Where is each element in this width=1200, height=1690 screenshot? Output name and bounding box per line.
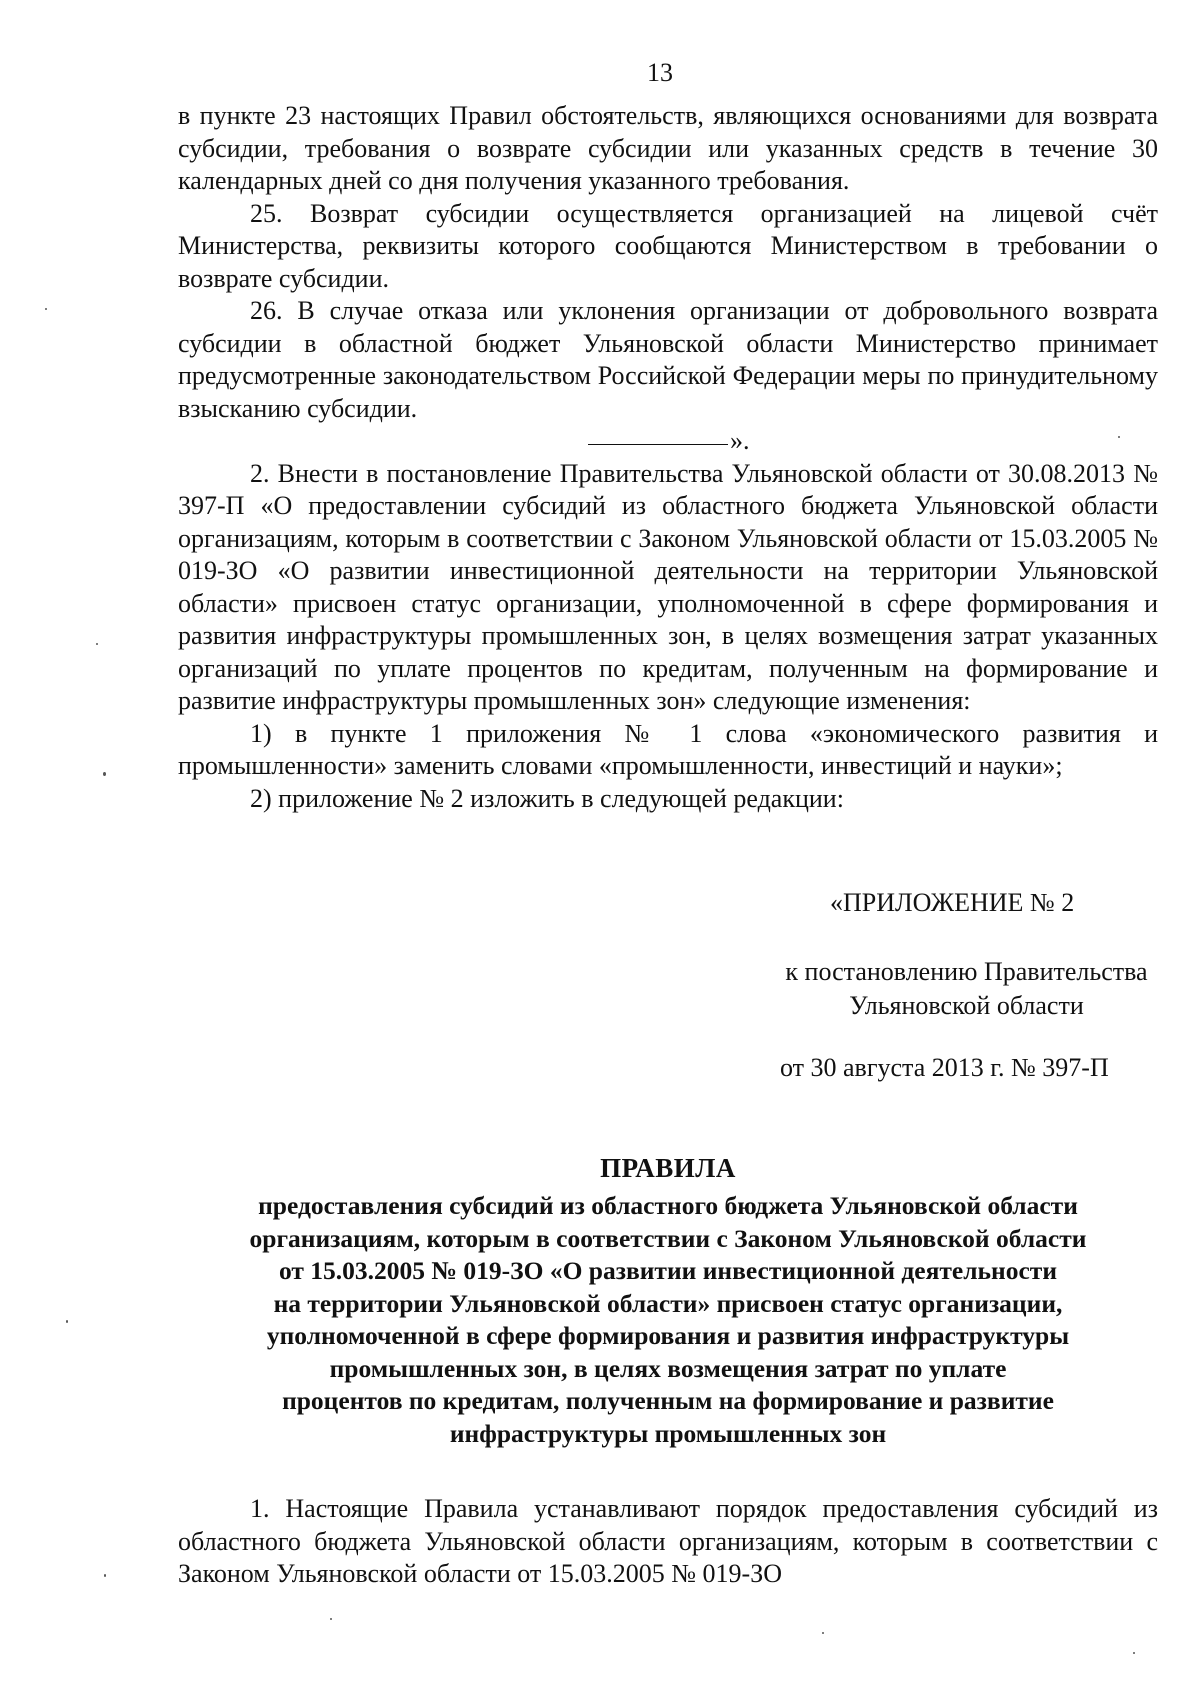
paragraph-amendment-2: 2. Внести в постановление Правительства Ульяновской области от 30.08.2013 № 397-П «О предоставлении субсидий из областного бюджета Ульяновской области организациям, которым в соответствии с Законом Ульяновской области от 15.03.2005 № 019-ЗО «О развитии инвестиционной деятельности на территории Ульяновской области» присвоен статус организации, уполномоченной в сфере формирования и развития инфраструктуры промышленных зон, в целях возмещения затрат указанных организаций по уплате процентов по кредитам, полученным на формирование и развитие инфраструктуры промышленных зон» следующие изменения: <box>178 458 1158 715</box>
appendix-reference <box>0 955 1165 1023</box>
paragraph-subitem-1: 1) в пункте 1 приложения № 1 слова «экономического развития и промышленности» заменить словами «промышленности, инвестиций и науки»; <box>178 718 1158 780</box>
scan-speck <box>103 772 106 776</box>
document-body <box>178 100 1158 815</box>
rules-subtitle-line: процентов по кредитам, полученным на формирование и развитие <box>282 1386 1054 1415</box>
rules-subtitle-line: инфраструктуры промышленных зон <box>449 1418 887 1448</box>
paragraph-continuation: в пункте 23 настоящих Правил обстоятельств, являющихся основаниями для возврата субсидии, требования о возврате субсидии или указанных средств в течение 30 календарных дней со дня получения указанного требования. <box>178 101 1158 195</box>
scan-speck <box>66 1320 68 1323</box>
appendix-date: от 30 августа 2013 г. № 397-П <box>780 1053 1109 1082</box>
rules-subtitle-line: промышленных зон, в целях возмещения затрат по уплате <box>329 1353 1007 1383</box>
closing-underline <box>588 444 728 445</box>
page-number: 13 <box>647 58 673 87</box>
closing-quote-line <box>178 425 1158 458</box>
appendix-title: «ПРИЛОЖЕНИЕ № 2 <box>830 888 1075 917</box>
scan-speck <box>1133 1652 1135 1654</box>
scan-speck <box>45 308 47 310</box>
paragraph-item-26: 26. В случае отказа или уклонения организации от добровольного возврата субсидии в областной бюджет Ульяновской области Министерство принимает предусмотренные законодательством Российской Федерации меры по принудительному взысканию субсидии. <box>178 296 1158 423</box>
rules-paragraph-1: 1. Настоящие Правила устанавливают порядок предоставления субсидий из областного бюджета Ульяновской области организациям, которым в соответствии с Законом Ульяновской области от 15.03.2005 № 019-ЗО <box>178 1494 1158 1588</box>
rules-subtitle-line: на территории Ульяновской области» присвоен статус организации, <box>273 1288 1063 1318</box>
paragraph-subitem-2: 2) приложение № 2 изложить в следующей редакции: <box>250 783 844 813</box>
appendix-reference-line-2: Ульяновской области <box>849 991 1084 1020</box>
rules-title: ПРАВИЛА <box>600 1153 736 1183</box>
rules-subtitle-line: от 15.03.2005 № 019-ЗО «О развитии инвестиционной деятельности <box>278 1256 1058 1285</box>
scan-speck <box>1118 436 1120 438</box>
scan-speck <box>822 1632 824 1634</box>
paragraph-item-25: 25. Возврат субсидии осуществляется организацией на лицевой счёт Министерства, реквизиты которого сообщаются Министерством в требовании о возврате субсидии. <box>178 198 1158 293</box>
appendix-reference-line-1: к постановлению Правительства <box>785 957 1148 986</box>
rules-subtitle <box>178 1190 1158 1450</box>
rules-subtitle-line: уполномоченной в сфере формирования и развития инфраструктуры <box>266 1321 1070 1350</box>
scan-speck <box>330 1618 332 1620</box>
rules-subtitle-line: предоставления субсидий из областного бюджета Ульяновской области <box>258 1191 1078 1220</box>
rules-subtitle-line: организациям, которым в соответствии с Законом Ульяновской области <box>249 1223 1087 1253</box>
closing-quote-mark: ». <box>730 426 750 455</box>
scan-speck <box>96 643 98 645</box>
rules-body <box>178 1493 1158 1591</box>
scan-speck <box>104 1574 106 1577</box>
